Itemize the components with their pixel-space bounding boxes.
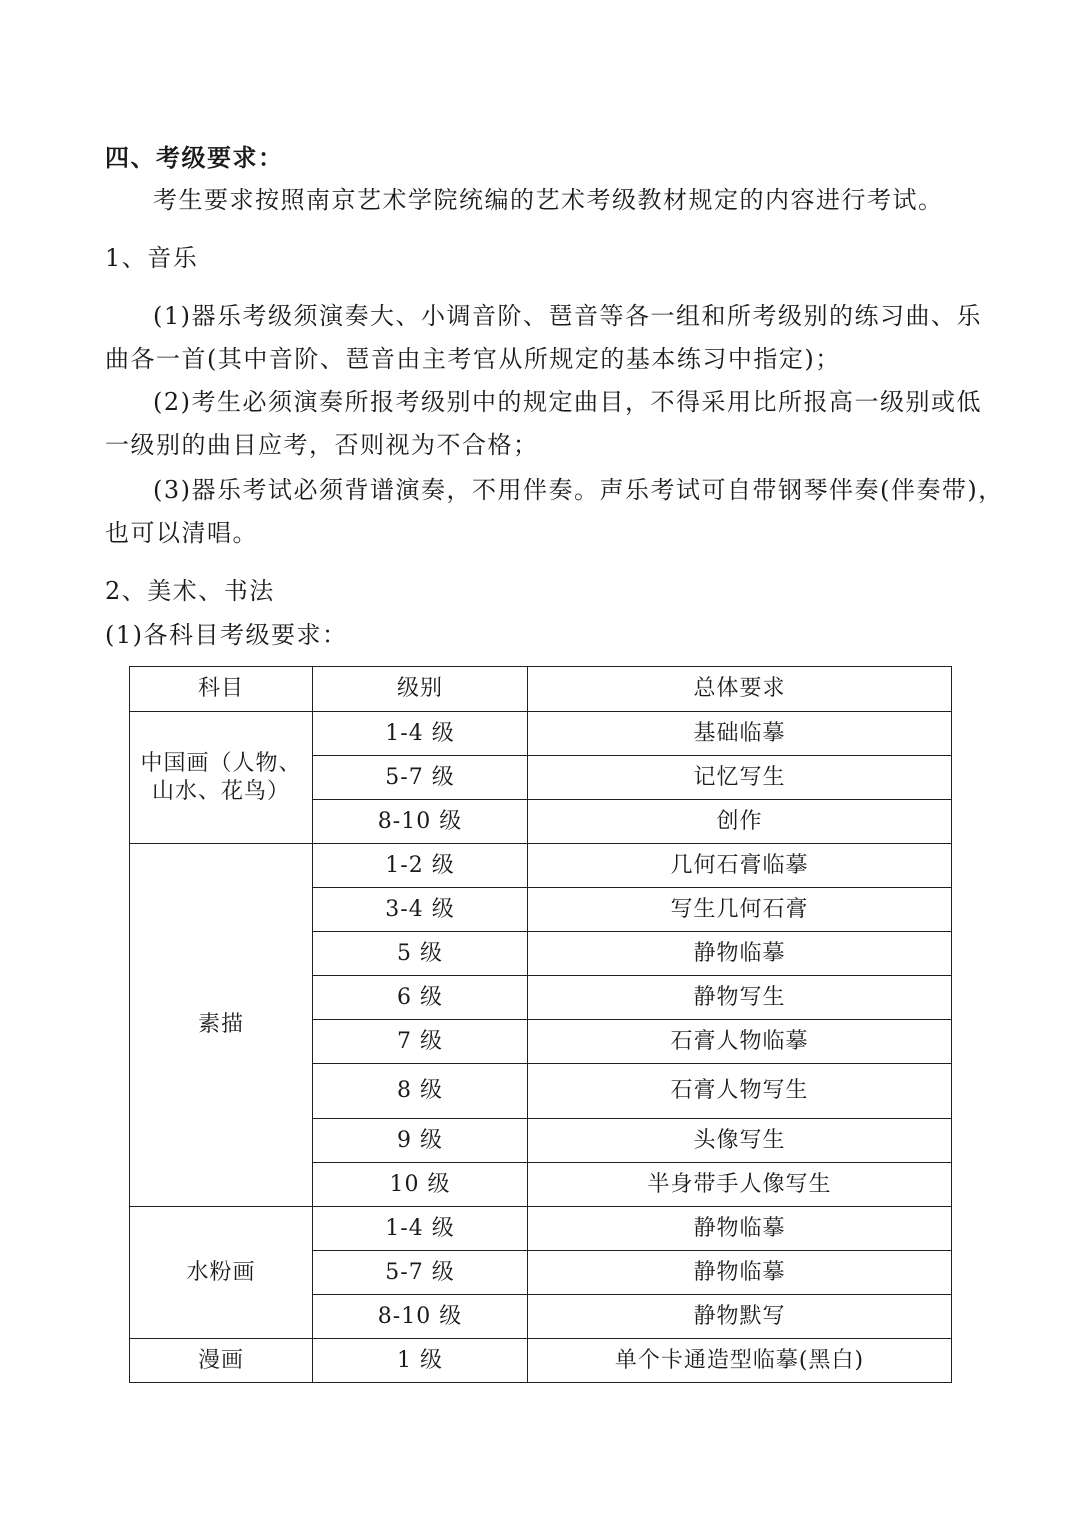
- requirement-cell: 静物临摹: [528, 1207, 952, 1251]
- art-subheading: (1)各科目考级要求：: [105, 621, 348, 649]
- requirement-cell: 写生几何石膏: [528, 888, 952, 932]
- header-subject: 科目: [130, 667, 313, 712]
- grade-cell: 5 级: [313, 932, 528, 976]
- grade-cell: 5-7 级: [313, 1251, 528, 1295]
- grade-requirements-table: [129, 666, 952, 1383]
- music-item-2-line-2: 一级别的曲目应考，否则视为不合格；: [105, 431, 539, 459]
- grade-cell: 6 级: [313, 976, 528, 1020]
- requirement-cell: 几何石膏临摹: [528, 844, 952, 888]
- requirement-cell: 静物写生: [528, 976, 952, 1020]
- table-row: [130, 712, 952, 756]
- header-grade: 级别: [313, 667, 528, 712]
- intro-paragraph: 考生要求按照南京艺术学院统编的艺术考级教材规定的内容进行考试。: [153, 186, 944, 214]
- requirement-cell: 创作: [528, 800, 952, 844]
- grade-cell: 10 级: [313, 1163, 528, 1207]
- requirement-cell: 单个卡通造型临摹(黑白): [528, 1339, 952, 1383]
- grade-cell: 8 级: [313, 1064, 528, 1119]
- requirement-cell: 静物默写: [528, 1295, 952, 1339]
- grade-cell: 8-10 级: [313, 1295, 528, 1339]
- section-heading-exam-requirements: 四、考级要求：: [105, 143, 284, 172]
- header-requirement: 总体要求: [528, 667, 952, 712]
- requirement-cell: 静物临摹: [528, 1251, 952, 1295]
- music-item-3-line-2: 也可以清唱。: [105, 519, 258, 547]
- requirement-cell: 基础临摹: [528, 712, 952, 756]
- subject-cell-chinese-painting: [130, 712, 313, 844]
- grade-cell: 9 级: [313, 1119, 528, 1163]
- art-calligraphy-heading: 2、美术、书法: [105, 577, 275, 605]
- table-row: [130, 844, 952, 888]
- grade-cell: 1-4 级: [313, 712, 528, 756]
- subject-label-line-2: 山水、花鸟）: [151, 778, 290, 804]
- music-item-1-line-2: 曲各一首(其中音阶、琶音由主考官从所规定的基本练习中指定)；: [105, 345, 841, 373]
- subject-cell-comics: 漫画: [130, 1339, 313, 1383]
- grade-cell: 5-7 级: [313, 756, 528, 800]
- requirement-cell: 静物临摹: [528, 932, 952, 976]
- music-heading: 1、音乐: [105, 244, 199, 272]
- requirement-cell: 石膏人物临摹: [528, 1020, 952, 1064]
- requirement-cell: 头像写生: [528, 1119, 952, 1163]
- subject-cell-sketch: 素描: [130, 844, 313, 1207]
- music-item-3-line-1: (3)器乐考试必须背谱演奏，不用伴奏。声乐考试可自带钢琴伴奏(伴奏带)，: [153, 476, 1004, 504]
- grade-cell: 8-10 级: [313, 800, 528, 844]
- requirement-cell: 记忆写生: [528, 756, 952, 800]
- grade-cell: 1 级: [313, 1339, 528, 1383]
- music-item-1-line-1: (1)器乐考级须演奏大、小调音阶、琶音等各一组和所考级别的练习曲、乐: [153, 302, 982, 330]
- grade-cell: 1-4 级: [313, 1207, 528, 1251]
- grade-cell: 1-2 级: [313, 844, 528, 888]
- table-header-row: [130, 667, 952, 712]
- table-row: [130, 1339, 952, 1383]
- grade-cell: 3-4 级: [313, 888, 528, 932]
- requirement-cell: 半身带手人像写生: [528, 1163, 952, 1207]
- requirement-cell: 石膏人物写生: [528, 1064, 952, 1119]
- table-row: [130, 1207, 952, 1251]
- subject-label-line-1: 中国画（人物、: [140, 750, 302, 776]
- subject-cell-gouache: 水粉画: [130, 1207, 313, 1339]
- music-item-2-line-1: (2)考生必须演奏所报考级别中的规定曲目，不得采用比所报高一级别或低: [153, 388, 982, 416]
- grade-cell: 7 级: [313, 1020, 528, 1064]
